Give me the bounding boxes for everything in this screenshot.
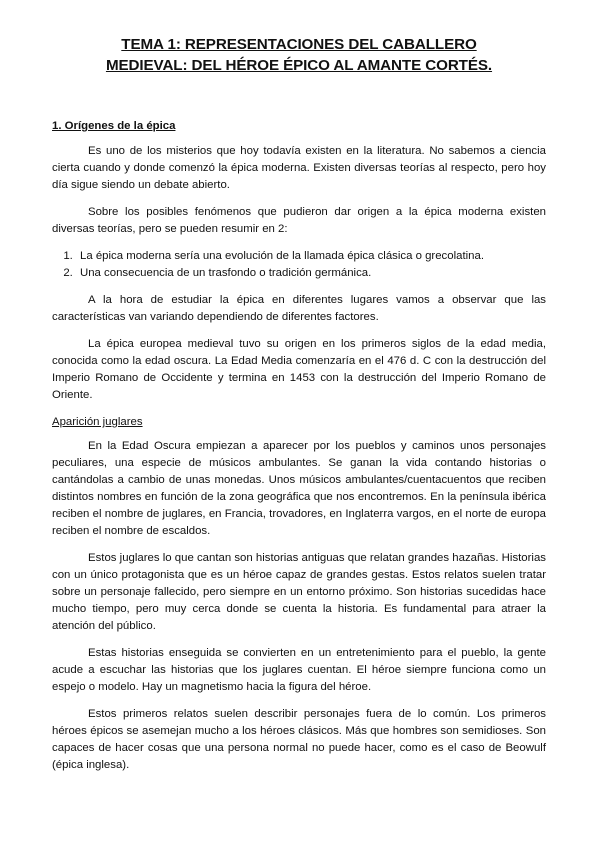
document-title	[52, 34, 546, 76]
section-heading-origenes: 1. Orígenes de la épica	[52, 120, 176, 132]
paragraph: Estos juglares lo que cantan son historias antiguas que relatan grandes hazañas. Historias con un único protagonista que es un héroe capaz de grandes gestas. Estos relatos suelen tratar sobre un personaje fallecido, pero siempre en un entorno próximo. Son historias sucedidas hace mucho tiempo, pero muy cerca donde se cuenta la historia. Es fundamental para atraer la atención del público.	[52, 552, 546, 632]
title-line-1: TEMA 1: REPRESENTACIONES DEL CABALLERO	[121, 36, 477, 53]
subheading-aparicion-juglares: Aparición juglares	[52, 416, 143, 428]
paragraph: La épica europea medieval tuvo su origen en los primeros siglos de la edad media, conocida como la edad oscura. La Edad Media comenzaría en el 476 d. C con la destrucción del Imperio Romano de Occidente y termina en 1453 con la destrucción del Imperio Romano de Oriente.	[52, 338, 546, 401]
paragraph: Sobre los posibles fenómenos que pudieron dar origen a la épica moderna existen diversas teorías, pero se pueden resumir en 2:	[52, 206, 546, 235]
document-page	[52, 34, 546, 784]
paragraph: A la hora de estudiar la épica en diferentes lugares vamos a observar que las características van variando dependiendo de diferentes factores.	[52, 294, 546, 323]
list-item: 2. Una consecuencia de un trasfondo o tradición germánica.	[76, 265, 546, 282]
paragraph: Es uno de los misterios que hoy todavía existen en la literatura. No sabemos a ciencia cierta cuando y donde comenzó la épica moderna. Existen diversas teorías al respecto, pero hoy día sigue siendo un debate abierto.	[52, 145, 546, 191]
paragraph: En la Edad Oscura empiezan a aparecer por los pueblos y caminos unos personajes peculiares, una especie de músicos ambulantes. Se ganan la vida contando historias o cantándolas a cambio de unas monedas. Unos músicos ambulantes/cuentacuentos que reciben distintos nombres en función de la zona geográfica que nos encontremos. En la península ibérica reciben el nombre de juglares, en Francia, trovadores, en Inglaterra vargos, en el norte de europa reciben el nombre de escaldos.	[52, 440, 546, 537]
title-line-2: MEDIEVAL: DEL HÉROE ÉPICO AL AMANTE CORTÉS.	[105, 57, 493, 74]
list-item: 1. La épica moderna sería una evolución de la llamada épica clásica o grecolatina.	[76, 248, 546, 265]
paragraph: Estas historias enseguida se convierten en un entretenimiento para el pueblo, la gente acude a escuchar las historias que los juglares cuentan. El héroe siempre funciona como un espejo o modelo. Hay un magnetismo hacia la figura del héroe.	[52, 647, 546, 693]
paragraph: Estos primeros relatos suelen describir personajes fuera de lo común. Los primeros héroes épicos se asemejan mucho a los héroes clásicos. Más que hombres son semidioses. Son capaces de hacer cosas que una persona normal no puede hacer, como es el caso de Beowulf (épica inglesa).	[52, 708, 546, 771]
theories-list	[52, 248, 546, 282]
